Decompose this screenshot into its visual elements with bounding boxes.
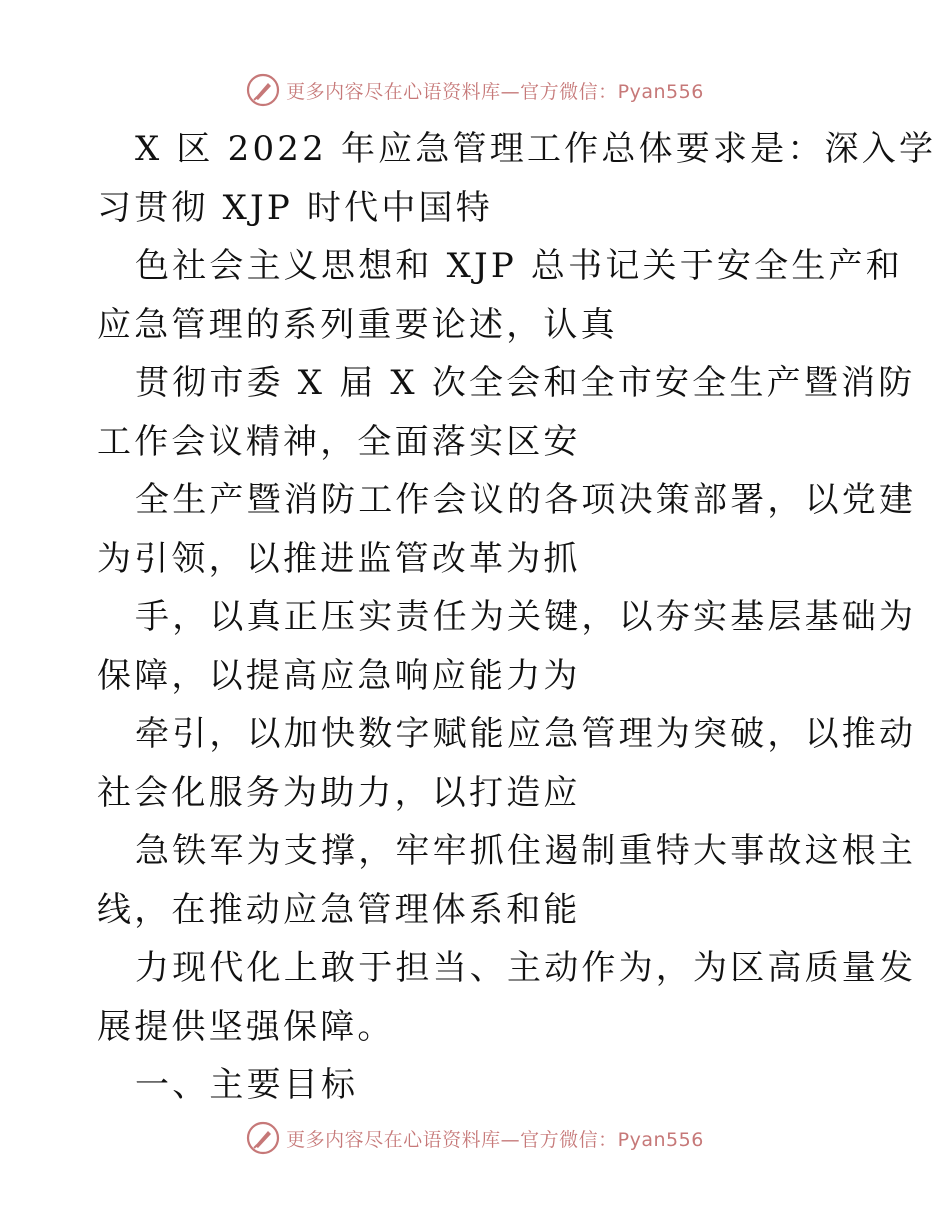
watermark-text: 更多内容尽在心语资料库—官方微信：Pyan556: [286, 1128, 704, 1151]
section-heading: 一、主要目标: [135, 1065, 359, 1105]
text-line: 色社会主义思想和 XJP 总书记关于安全生产和: [135, 246, 903, 286]
text-line: 社会化服务为助力，以打造应: [97, 772, 581, 813]
watermark-footer: [0, 1118, 950, 1158]
document-body: [97, 120, 937, 1115]
text-line: 工作会议精神，全面落实区安: [97, 421, 581, 462]
quill-pen-logo-icon: [246, 73, 280, 107]
text-line: 急铁军为支撑，牢牢抓住遏制重特大事故这根主: [135, 831, 917, 871]
text-line: 应急管理的系列重要论述，认真: [97, 304, 618, 345]
text-line: 牵引，以加快数字赋能应急管理为突破，以推动: [135, 714, 917, 754]
text-line: X 区 2022 年应急管理工作总体要求是：深入学: [135, 129, 937, 169]
text-line: 贯彻市委 X 届 X 次全会和全市安全生产暨消防: [135, 363, 916, 403]
text-line: 展提供坚强保障。: [97, 1006, 395, 1047]
text-line: 手，以真正压实责任为关键，以夯实基层基础为: [135, 597, 917, 637]
text-line: 习贯彻 XJP 时代中国特: [97, 187, 493, 228]
text-line: 保障，以提高应急响应能力为: [97, 655, 581, 696]
watermark-header: [0, 70, 950, 110]
quill-pen-logo-icon: [246, 1121, 280, 1155]
watermark-text: 更多内容尽在心语资料库—官方微信：Pyan556: [286, 80, 704, 103]
text-line: 为引领，以推进监管改革为抓: [97, 538, 581, 579]
text-line: 全生产暨消防工作会议的各项决策部署，以党建: [135, 480, 917, 520]
text-line: 线，在推动应急管理体系和能: [97, 889, 581, 930]
text-line: 力现代化上敢于担当、主动作为，为区高质量发: [135, 948, 917, 988]
